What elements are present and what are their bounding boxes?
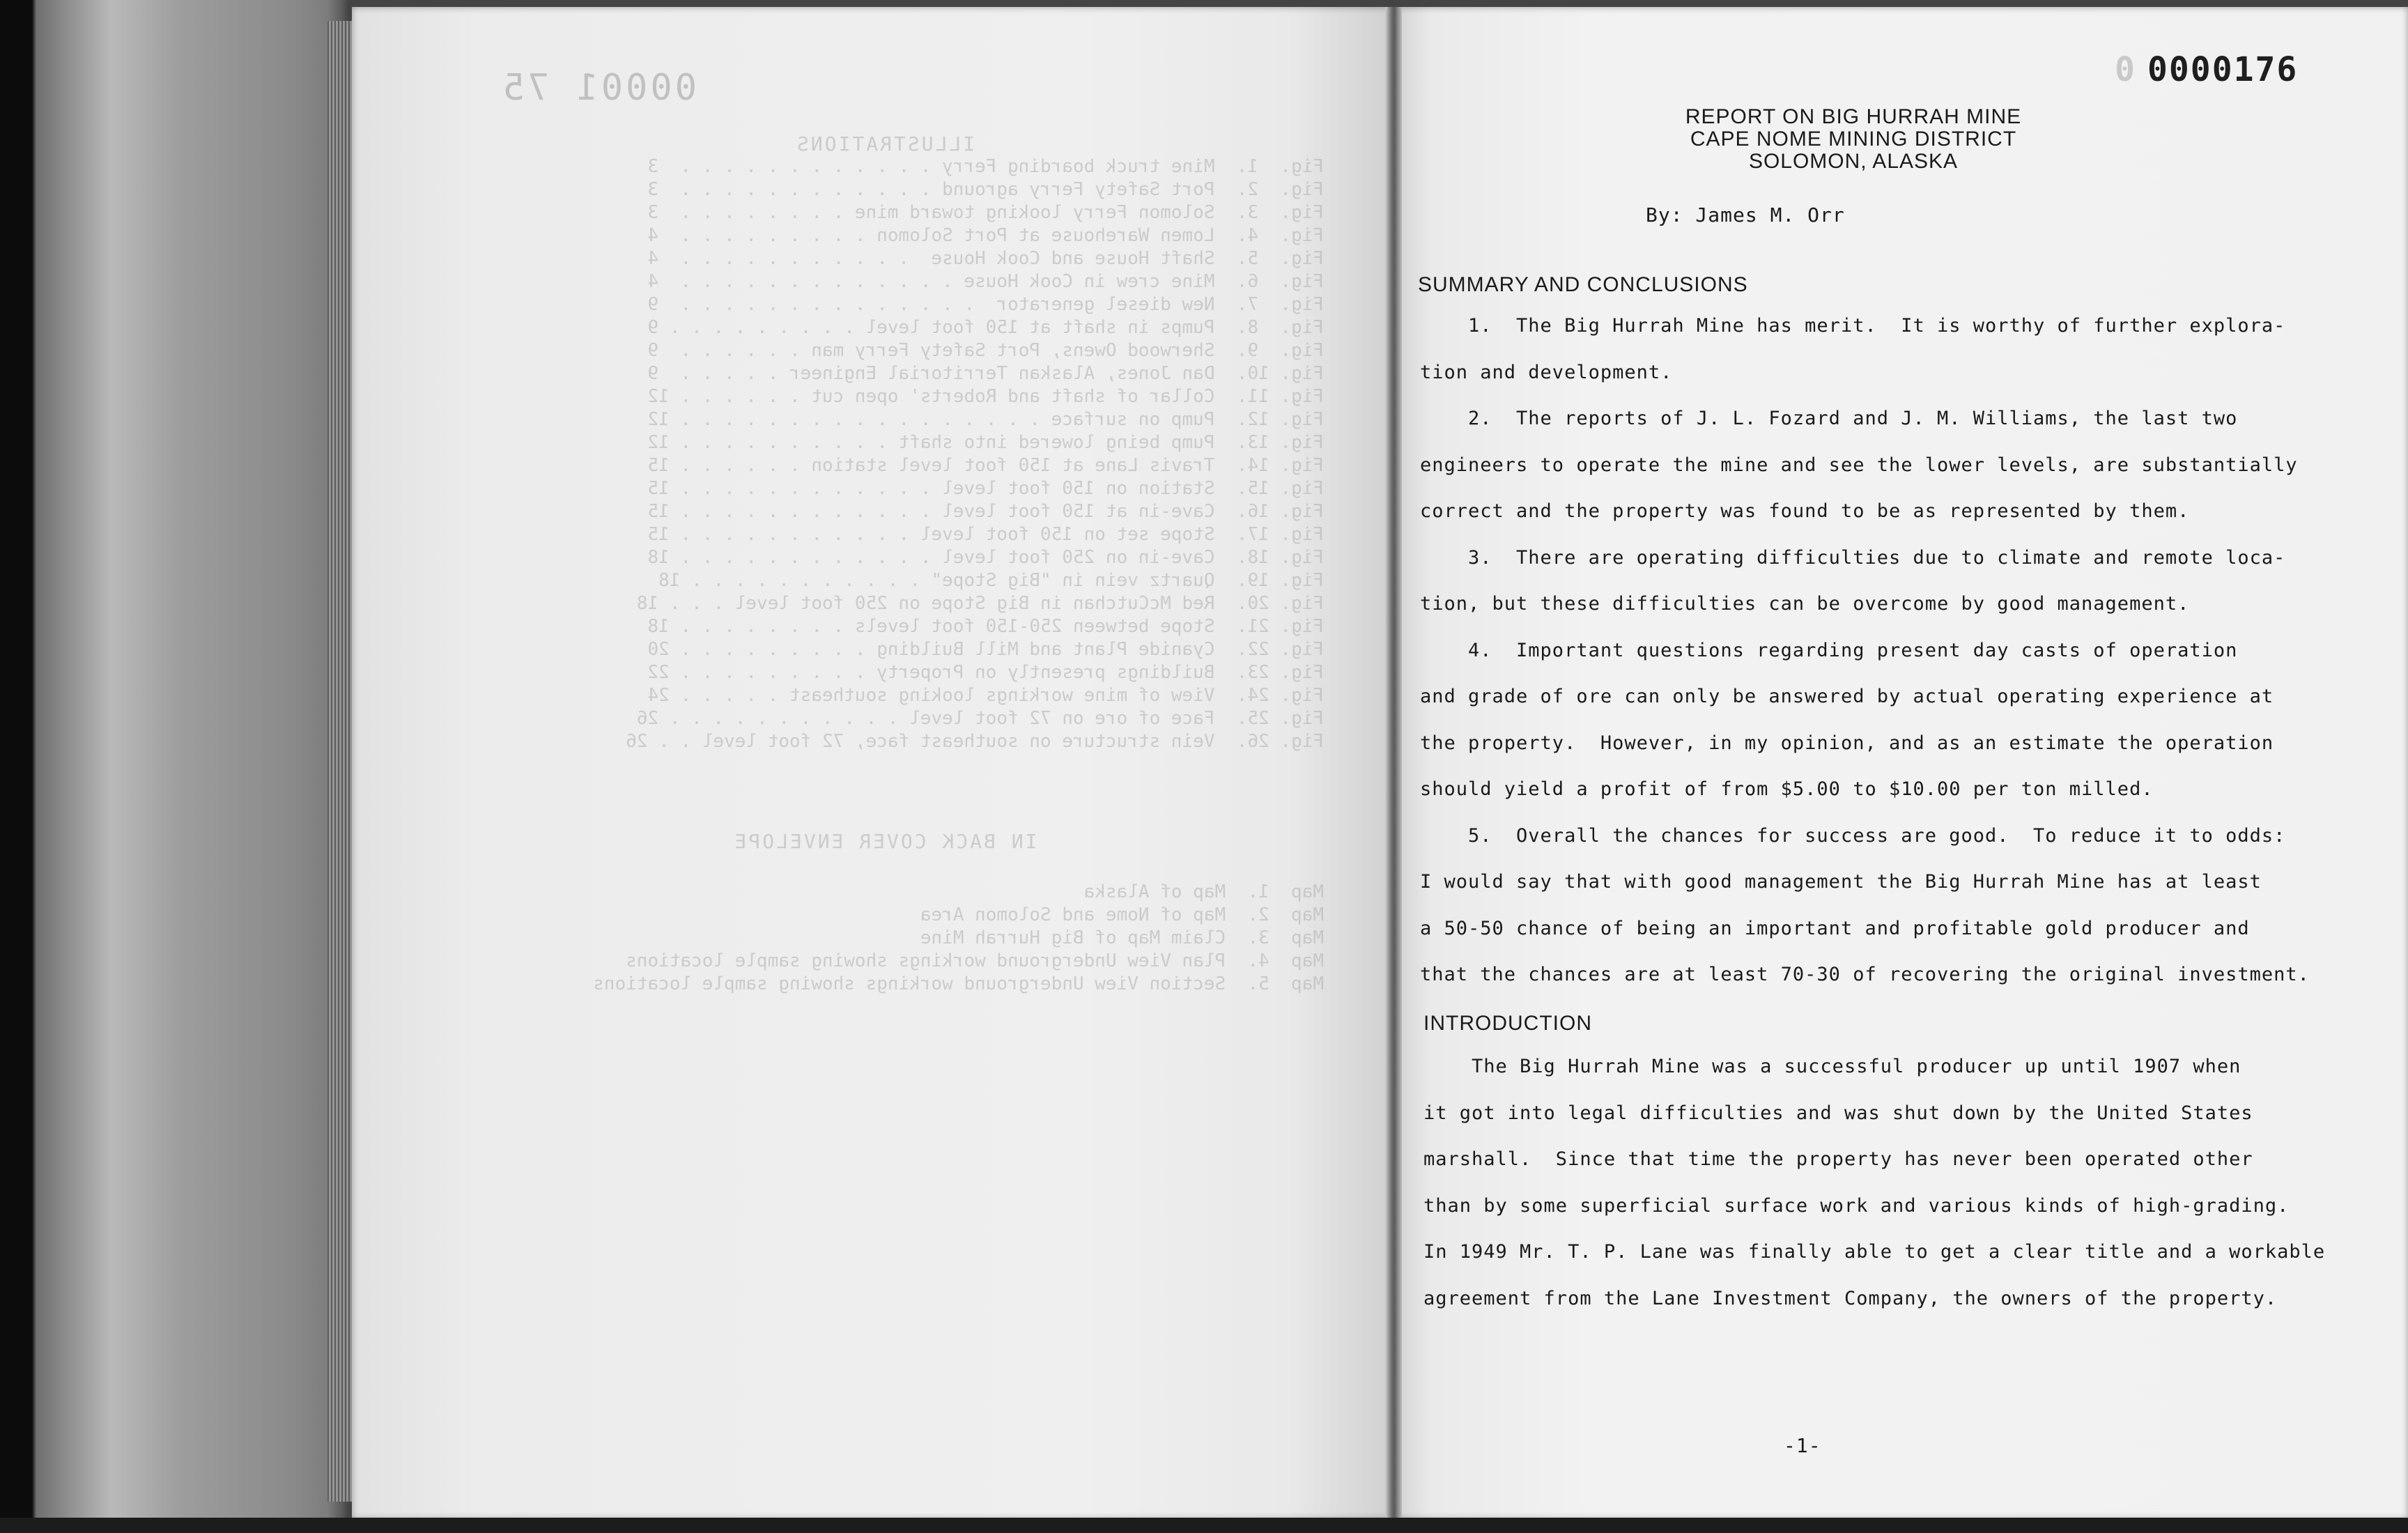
summary-line: and grade of ore can only be answered by actual operating experience at [1420,686,2274,707]
report-page [1414,0,2390,1533]
bleed-figure-row: Fig. 5. Shaft House and Cook House . . . . . . . . . . . 4 [647,248,1324,269]
bleed-map-row: Map 5. Section View Underground workings showing sample locations [593,973,1324,994]
bleed-map-row: Map 2. Map of Nome and Solomon Area [920,904,1324,925]
summary-line: 4. Important questions regarding present day casts of operation [1420,639,2238,661]
summary-line: 1. The Big Hurrah Mine has merit. It is worthy of further explora- [1420,315,2286,337]
bleed-title: ILLUSTRATIONS [794,132,975,155]
faint-stamp: 0 [2115,50,2135,89]
bleed-doc-number: 00001 75 [500,67,697,109]
bleed-figure-row: Fig. 26. Vein structure on southeast face, 72 foot level . . 26 [626,731,1324,752]
document-number: 0000176 [2147,50,2299,89]
introduction-line: In 1949 Mr. T. P. Lane was finally able to get a clear title and a workable [1423,1241,2326,1263]
bleed-figure-row: Fig. 20. Red McCutchan in Big Stope on 250 foot level . . . 18 [636,593,1324,614]
bleed-figure-row: Fig. 14. Travis Lane at 150 foot level station . . . . . . 15 [647,455,1324,476]
summary-line: 2. The reports of J. L. Fozard and J. M. Williams, the last two [1420,408,2238,429]
bleed-figure-row: Fig. 22. Cyanide Plant and Mill Building . . . . . . . . . 20 [647,639,1324,660]
summary-line: I would say that with good management the Big Hurrah Mine has at least [1420,871,2262,893]
bleed-figure-row: Fig. 8. Pumps in shaft at 150 foot level . . . . . . . . . 9 [647,317,1324,338]
author-line: By: James M. Orr [1646,203,1845,226]
summary-line: tion, but these difficulties can be overcome by good management. [1420,593,2190,615]
bleed-figure-row: Fig. 24. View of mine workings looking southeast . . . . . 24 [647,685,1324,706]
bleed-figure-row: Fig. 9. Sherwood Owens, Port Safety Ferry man . . . . . . 9 [647,340,1324,361]
bleed-figure-row: Fig. 4. Lomen Warehouse at Port Solomon . . . . . . . . . 4 [647,225,1324,246]
summary-line: tion and development. [1420,361,1673,383]
bleed-figure-row: Fig. 15. Station on 150 foot level . . . . . . . . . . . . 15 [647,478,1324,499]
bleed-figure-row: Fig. 18. Cave-in on 250 foot level . . . . . . . . . . . . 18 [647,547,1324,568]
bleed-figure-list [446,155,1324,753]
summary-line: should yield a profit of from $5.00 to $10.00 per ton milled. [1420,778,2154,800]
summary-line: 3. There are operating difficulties due to climate and remote loca- [1420,546,2286,569]
bleed-figure-row: Fig. 12. Pump on surface . . . . . . . . . . . . . . . . . 12 [647,409,1324,430]
summary-line: that the chances are at least 70-30 of recovering the original investment. [1420,964,2310,985]
page-number: -1- [1784,1434,1821,1457]
bleed-map-row: Map 4. Plan View Underground workings showing sample locations [626,950,1324,971]
summary-line: a 50-50 chance of being an important and profitable gold producer and [1420,917,2250,939]
bleed-figure-row: Fig. 3. Solomon Ferry looking toward mine . . . . . . . . 3 [647,202,1324,223]
introduction-heading: INTRODUCTION [1423,1012,1592,1035]
bleed-figure-row: Fig. 6. Mine crew in Cook House . . . . . . . . . . . . . 4 [647,271,1324,292]
summary-heading: SUMMARY AND CONCLUSIONS [1418,273,1748,296]
bleed-title-2: IN BACK COVER ENVELOPE [732,830,1037,853]
introduction-line: The Big Hurrah Mine was a successful producer up until 1907 when [1423,1056,2241,1077]
introduction-line: agreement from the Lane Investment Company, the owners of the property. [1423,1287,2278,1309]
bleed-figure-row: Fig. 21. Stope between 250-150 foot levels . . . . . . . . 18 [647,616,1324,637]
left-page-bleed-through [446,67,1324,996]
bleed-figure-row: Fig. 2. Port Safety Ferry aground . . . . . . . . . . . . 3 [647,179,1324,200]
introduction-line: marshall. Since that time the property has never been operated other [1423,1148,2253,1170]
introduction-line: than by some superficial surface work and various kinds of high-grading. [1423,1194,2290,1217]
book-gutter [1385,7,1402,1519]
bleed-figure-row: Fig. 7. New diesel generator . . . . . . . . . . . . . . 9 [647,294,1324,315]
title-line: CAPE NOME MINING DISTRICT [1690,128,2017,151]
bleed-map-list [446,881,1324,996]
summary-line: correct and the property was found to be as represented by them. [1420,500,2190,522]
bleed-figure-row: Fig. 17. Stope set on 150 foot level . . . . . . . . . . . 15 [647,524,1324,545]
bleed-map-row: Map 3. Claim Map of Big Hurrah Mine [920,927,1324,948]
title-line: SOLOMON, ALASKA [1748,150,1959,173]
summary-line: engineers to operate the mine and see the lower levels, are substantially [1420,454,2298,476]
bleed-figure-row: Fig. 23. Buildings presently on Property . . . . . . . . . 22 [647,662,1324,683]
bleed-map-row: Map 1. Map of Alaska [1083,881,1324,902]
bleed-figure-row: Fig. 16. Cave-in at 150 foot level . . . . . . . . . . . . 15 [647,501,1324,522]
title-line: REPORT ON BIG HURRAH MINE [1685,105,2022,128]
report-title [1644,106,2062,173]
summary-line: 5. Overall the chances for success are good. To reduce it to odds: [1420,824,2286,847]
bleed-figure-row: Fig. 1. Mine truck boarding Ferry . . . . . . . . . . . . 3 [647,156,1324,177]
bleed-figure-row: Fig. 19. Quartz vein in "Big Stope" . . . . . . . . . . . 18 [658,570,1324,591]
bleed-figure-row: Fig. 13. Pump being lowered into shaft . . . . . . . . . . 12 [647,432,1324,453]
bleed-figure-row: Fig. 11. Collar of shaft and Roberts' open cut . . . . . . 12 [647,386,1324,407]
introduction-line: it got into legal difficulties and was shut down by the United States [1423,1102,2253,1124]
summary-line: the property. However, in my opinion, and as an estimate the operation [1420,732,2274,754]
bleed-figure-row: Fig. 10. Dan Jones, Alaskan Territorial Engineer . . . . . 9 [647,363,1324,384]
bleed-figure-row: Fig. 25. Face of ore on 72 foot level . . . . . . . . . . . 26 [636,708,1324,729]
